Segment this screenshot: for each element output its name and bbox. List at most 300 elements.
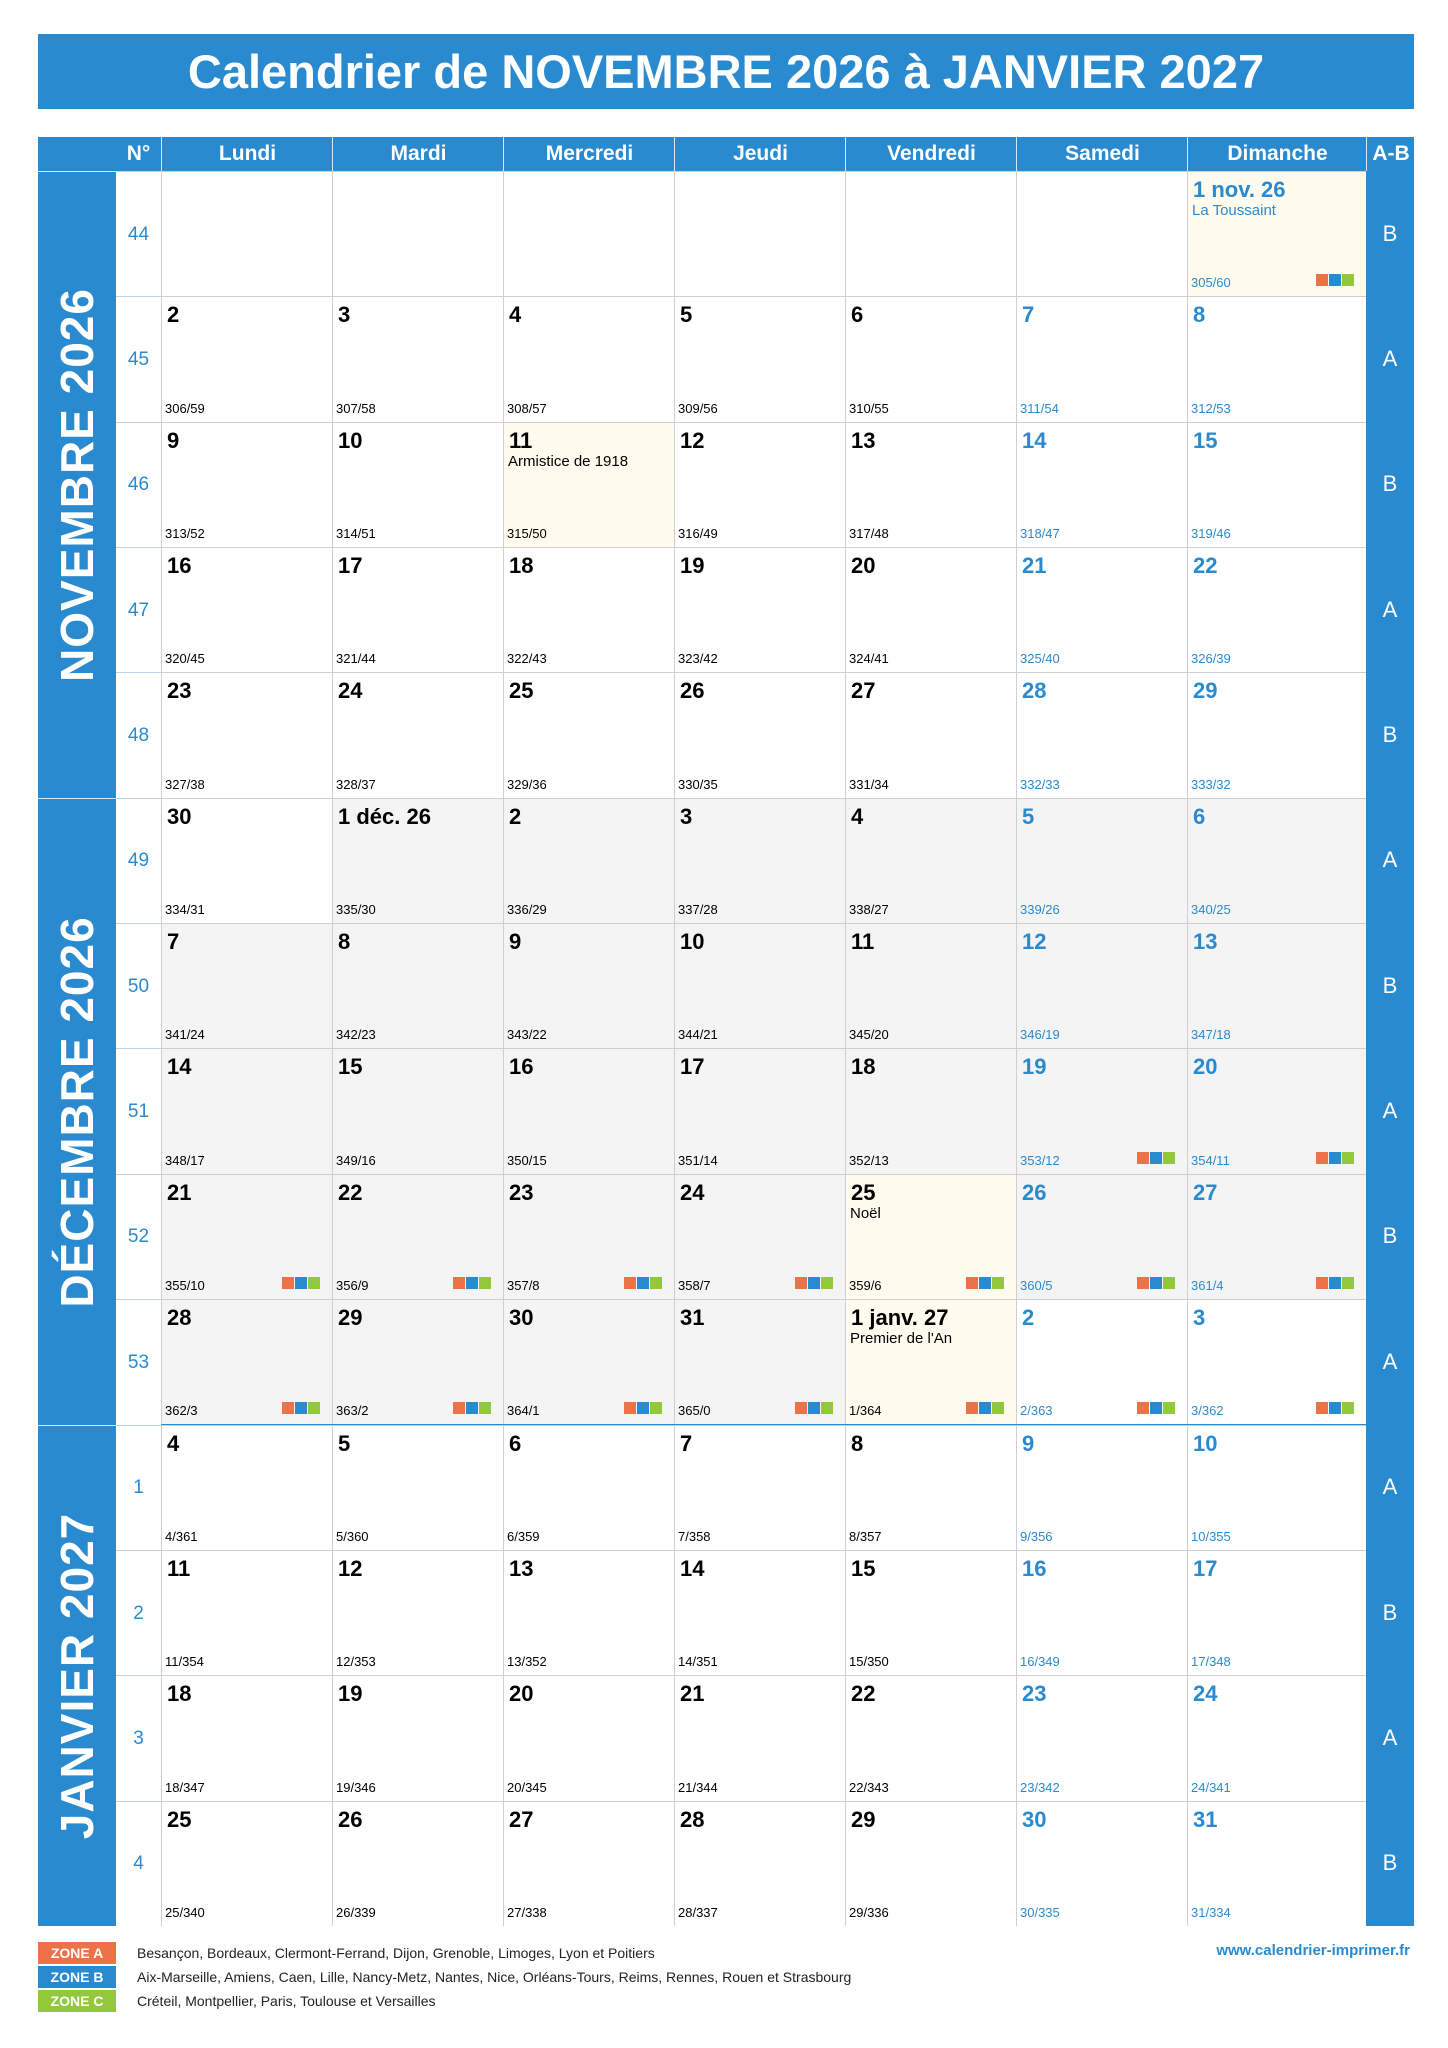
- day-number: 28: [167, 1305, 192, 1331]
- zone-c-square: [1342, 1402, 1354, 1414]
- zone-c-square: [1342, 1277, 1354, 1289]
- zone-b-square: [637, 1277, 649, 1289]
- day-cell-wednesday[interactable]: [503, 1048, 674, 1173]
- day-cell-wednesday[interactable]: [503, 547, 674, 672]
- day-count: 346/19: [1020, 1027, 1060, 1043]
- week-number: 44: [116, 171, 161, 297]
- day-count: 316/49: [678, 526, 718, 542]
- day-count: 5/360: [336, 1528, 369, 1544]
- day-number: 24: [1193, 1681, 1218, 1707]
- day-count: 349/16: [336, 1152, 376, 1168]
- zone-b-square: [1150, 1402, 1162, 1414]
- day-number: 26: [338, 1806, 363, 1832]
- school-holiday-zones-indicator: [624, 1277, 662, 1289]
- day-count: 310/55: [849, 400, 889, 416]
- day-cell-thursday[interactable]: [674, 672, 845, 797]
- zone-a-square: [966, 1402, 978, 1414]
- day-count: 328/37: [336, 776, 376, 792]
- day-number: 25: [509, 678, 534, 704]
- zone-b-square: [1329, 274, 1341, 286]
- zone-a-square: [1137, 1152, 1149, 1164]
- day-cell-saturday[interactable]: [1016, 798, 1187, 923]
- day-number: 20: [1193, 1054, 1218, 1080]
- day-number: 12: [680, 427, 705, 453]
- day-number: 4: [509, 302, 522, 328]
- day-cell-thursday[interactable]: [674, 1675, 845, 1800]
- zone-a-square: [795, 1277, 807, 1289]
- day-number: 12: [338, 1555, 363, 1581]
- day-number: 18: [167, 1681, 192, 1707]
- day-cell-tuesday[interactable]: [332, 1801, 503, 1926]
- day-cell-thursday[interactable]: [674, 1048, 845, 1173]
- day-cell-monday[interactable]: [161, 1801, 332, 1926]
- day-cell-wednesday[interactable]: [503, 1675, 674, 1800]
- holiday-name: Armistice de 1918: [508, 452, 629, 470]
- day-cell-sunday[interactable]: [1187, 171, 1366, 296]
- zone-b-square: [637, 1402, 649, 1414]
- zone-a-square: [453, 1402, 465, 1414]
- school-holiday-zones-indicator: [1316, 1277, 1354, 1289]
- zone-c-square: [1163, 1152, 1175, 1164]
- day-count: 2/363: [1020, 1403, 1053, 1419]
- day-count: 31/334: [1191, 1904, 1231, 1920]
- day-count: 344/21: [678, 1027, 718, 1043]
- day-number: 27: [509, 1806, 534, 1832]
- day-cell-thursday[interactable]: [674, 1174, 845, 1299]
- week-number: 52: [116, 1174, 161, 1300]
- day-number: 25: [851, 1179, 876, 1205]
- zone-c-square: [479, 1277, 491, 1289]
- zone-a-cities: Besançon, Bordeaux, Clermont-Ferrand, Dijon, Grenoble, Limoges, Lyon et Poitiers: [137, 1945, 655, 1961]
- day-cell-thursday[interactable]: [674, 798, 845, 923]
- day-number: 2: [1022, 1305, 1035, 1331]
- day-cell-thursday: [674, 171, 845, 296]
- zone-c-square: [1342, 274, 1354, 286]
- week-number: 50: [116, 923, 161, 1049]
- day-count: 360/5: [1020, 1278, 1053, 1294]
- day-cell-sunday[interactable]: [1187, 1048, 1366, 1173]
- week-number: 46: [116, 422, 161, 548]
- day-number: 15: [851, 1555, 876, 1581]
- day-count: 24/341: [1191, 1779, 1231, 1795]
- week-ab-label: B: [1382, 972, 1398, 998]
- day-count: 19/346: [336, 1779, 376, 1795]
- day-cell-thursday[interactable]: [674, 1801, 845, 1926]
- zone-a-square: [453, 1277, 465, 1289]
- day-cell-friday[interactable]: [845, 1550, 1016, 1675]
- day-cell-thursday[interactable]: [674, 422, 845, 547]
- zone-c-square: [992, 1277, 1004, 1289]
- day-count: 13/352: [507, 1654, 547, 1670]
- school-holiday-zones-indicator: [1137, 1402, 1175, 1414]
- day-number: 3: [338, 302, 351, 328]
- header-day-saturday: Samedi: [1016, 137, 1188, 171]
- day-number: 23: [167, 678, 192, 704]
- school-holiday-zones-indicator: [453, 1277, 491, 1289]
- day-cell-tuesday[interactable]: [332, 1550, 503, 1675]
- header-day-tuesday: Mardi: [332, 137, 504, 171]
- zone-a-square: [1316, 1402, 1328, 1414]
- day-count: 338/27: [849, 902, 889, 918]
- day-cell-monday: [161, 171, 332, 296]
- day-count: 26/339: [336, 1904, 376, 1920]
- day-cell-wednesday[interactable]: [503, 1425, 674, 1550]
- day-cell-friday[interactable]: [845, 1801, 1016, 1926]
- zone-b-square: [979, 1277, 991, 1289]
- day-cell-wednesday: [503, 171, 674, 296]
- week-number: 4: [116, 1801, 161, 1927]
- day-number: 30: [167, 803, 192, 829]
- zone-c-square: [1163, 1402, 1175, 1414]
- day-cell-monday[interactable]: [161, 672, 332, 797]
- day-number: 28: [1022, 678, 1047, 704]
- day-cell-monday[interactable]: [161, 1675, 332, 1800]
- day-number: 2: [167, 302, 180, 328]
- day-count: 337/28: [678, 902, 718, 918]
- day-count: 9/356: [1020, 1528, 1053, 1544]
- day-cell-saturday[interactable]: [1016, 296, 1187, 421]
- day-cell-friday[interactable]: [845, 1174, 1016, 1299]
- day-count: 353/12: [1020, 1152, 1060, 1168]
- day-count: 10/355: [1191, 1528, 1231, 1544]
- zone-b-square: [1329, 1402, 1341, 1414]
- zone-b-square: [979, 1402, 991, 1414]
- day-cell-saturday[interactable]: [1016, 1550, 1187, 1675]
- day-cell-thursday[interactable]: [674, 923, 845, 1048]
- day-number: 15: [1193, 427, 1218, 453]
- day-count: 17/348: [1191, 1654, 1231, 1670]
- day-number: 14: [167, 1054, 192, 1080]
- day-cell-wednesday[interactable]: [503, 1550, 674, 1675]
- day-cell-monday[interactable]: [161, 1048, 332, 1173]
- day-cell-monday[interactable]: [161, 422, 332, 547]
- day-number: 22: [1193, 553, 1218, 579]
- zone-b-square: [466, 1402, 478, 1414]
- day-number: 2: [509, 803, 522, 829]
- day-count: 327/38: [165, 776, 205, 792]
- day-cell-friday[interactable]: [845, 1425, 1016, 1550]
- school-holiday-zones-indicator: [795, 1277, 833, 1289]
- zone-a-square: [282, 1277, 294, 1289]
- month-label: NOVEMBRE 2026: [51, 288, 103, 683]
- website-link[interactable]: www.calendrier-imprimer.fr: [1216, 1942, 1410, 1959]
- day-number: 11: [509, 427, 533, 453]
- day-count: 335/30: [336, 902, 376, 918]
- day-number: 29: [338, 1305, 363, 1331]
- day-number: 30: [1022, 1806, 1047, 1832]
- day-count: 362/3: [165, 1403, 198, 1419]
- month-label-band: [38, 171, 116, 799]
- day-number: 3: [680, 803, 693, 829]
- day-number: 14: [680, 1555, 705, 1581]
- day-cell-wednesday[interactable]: [503, 422, 674, 547]
- day-cell-tuesday[interactable]: [332, 1299, 503, 1424]
- day-number: 7: [680, 1430, 693, 1456]
- day-number: 30: [509, 1305, 534, 1331]
- day-number: 21: [167, 1179, 192, 1205]
- zone-c-square: [821, 1402, 833, 1414]
- day-cell-saturday[interactable]: [1016, 1048, 1187, 1173]
- day-cell-tuesday[interactable]: [332, 296, 503, 421]
- day-number: 18: [851, 1054, 876, 1080]
- day-count: 22/343: [849, 1779, 889, 1795]
- zone-a-square: [795, 1402, 807, 1414]
- day-count: 23/342: [1020, 1779, 1060, 1795]
- day-number: 5: [338, 1430, 351, 1456]
- week-ab-label: B: [1382, 471, 1398, 497]
- week-ab-label: A: [1382, 1724, 1398, 1750]
- day-number: 8: [338, 929, 351, 955]
- day-count: 314/51: [336, 526, 376, 542]
- day-count: 305/60: [1191, 275, 1231, 291]
- day-count: 355/10: [165, 1278, 205, 1294]
- day-cell-thursday[interactable]: [674, 547, 845, 672]
- week-ab-label: A: [1382, 1098, 1398, 1124]
- day-count: 334/31: [165, 902, 205, 918]
- day-count: 21/344: [678, 1779, 718, 1795]
- week-ab-label: B: [1382, 1223, 1398, 1249]
- zone-c-badge: ZONE C: [38, 1990, 116, 2012]
- zone-b-square: [295, 1277, 307, 1289]
- day-cell-saturday[interactable]: [1016, 422, 1187, 547]
- day-count: 312/53: [1191, 400, 1231, 416]
- day-number: 20: [851, 553, 876, 579]
- day-cell-friday[interactable]: [845, 296, 1016, 421]
- day-cell-sunday[interactable]: [1187, 1550, 1366, 1675]
- day-number: 9: [167, 427, 180, 453]
- day-cell-friday[interactable]: [845, 923, 1016, 1048]
- day-cell-wednesday[interactable]: [503, 1299, 674, 1424]
- day-count: 16/349: [1020, 1654, 1060, 1670]
- day-cell-saturday: [1016, 171, 1187, 296]
- day-cell-tuesday[interactable]: [332, 1048, 503, 1173]
- day-number: 17: [1193, 1555, 1218, 1581]
- day-number: 6: [1193, 803, 1206, 829]
- day-count: 343/22: [507, 1027, 547, 1043]
- day-number: 13: [851, 427, 876, 453]
- day-count: 8/357: [849, 1528, 882, 1544]
- day-count: 6/359: [507, 1528, 540, 1544]
- day-count: 15/350: [849, 1654, 889, 1670]
- day-count: 4/361: [165, 1528, 198, 1544]
- day-count: 333/32: [1191, 776, 1231, 792]
- header-day-friday: Vendredi: [845, 137, 1017, 171]
- day-cell-saturday[interactable]: [1016, 1801, 1187, 1926]
- day-cell-monday[interactable]: [161, 296, 332, 421]
- header-ab: A-B: [1366, 137, 1415, 171]
- day-count: 14/351: [678, 1654, 718, 1670]
- zone-b-square: [808, 1277, 820, 1289]
- day-count: 358/7: [678, 1278, 711, 1294]
- day-count: 323/42: [678, 651, 718, 667]
- day-count: 363/2: [336, 1403, 369, 1419]
- day-count: 1/364: [849, 1403, 882, 1419]
- day-count: 322/43: [507, 651, 547, 667]
- school-holiday-zones-indicator: [1137, 1152, 1175, 1164]
- day-cell-friday[interactable]: [845, 547, 1016, 672]
- day-count: 354/11: [1191, 1152, 1230, 1168]
- day-number: 19: [1022, 1054, 1047, 1080]
- day-cell-saturday[interactable]: [1016, 1174, 1187, 1299]
- day-cell-monday[interactable]: [161, 798, 332, 923]
- day-cell-sunday[interactable]: [1187, 798, 1366, 923]
- school-holiday-zones-indicator: [966, 1402, 1004, 1414]
- school-holiday-zones-indicator: [282, 1277, 320, 1289]
- holiday-name: Premier de l'An: [850, 1330, 953, 1348]
- school-holiday-zones-indicator: [795, 1402, 833, 1414]
- zone-a-square: [282, 1402, 294, 1414]
- zone-a-square: [1137, 1402, 1149, 1414]
- day-count: 341/24: [165, 1027, 205, 1043]
- zone-b-square: [1329, 1152, 1341, 1164]
- day-count: 30/335: [1020, 1904, 1060, 1920]
- day-number: 18: [509, 553, 534, 579]
- header-day-thursday: Jeudi: [674, 137, 846, 171]
- day-count: 20/345: [507, 1779, 547, 1795]
- day-cell-friday[interactable]: [845, 1299, 1016, 1424]
- day-cell-tuesday[interactable]: [332, 672, 503, 797]
- day-count: 318/47: [1020, 526, 1060, 542]
- day-number: 29: [1193, 678, 1218, 704]
- week-ab-label: A: [1382, 1474, 1398, 1500]
- zone-b-square: [1150, 1277, 1162, 1289]
- day-cell-friday[interactable]: [845, 422, 1016, 547]
- day-count: 331/34: [849, 776, 889, 792]
- day-cell-tuesday[interactable]: [332, 1425, 503, 1550]
- day-cell-sunday[interactable]: [1187, 1299, 1366, 1424]
- day-cell-sunday[interactable]: [1187, 672, 1366, 797]
- day-count: 330/35: [678, 776, 718, 792]
- day-cell-wednesday[interactable]: [503, 798, 674, 923]
- day-cell-thursday[interactable]: [674, 1299, 845, 1424]
- day-number: 24: [338, 678, 363, 704]
- zone-a-square: [624, 1277, 636, 1289]
- day-number: 22: [851, 1681, 876, 1707]
- day-cell-monday[interactable]: [161, 547, 332, 672]
- day-number: 1 janv. 27: [851, 1305, 949, 1331]
- week-ab-label: A: [1382, 1348, 1398, 1374]
- zone-a-square: [624, 1402, 636, 1414]
- day-cell-wednesday[interactable]: [503, 923, 674, 1048]
- day-count: 336/29: [507, 902, 547, 918]
- day-cell-friday[interactable]: [845, 672, 1016, 797]
- day-cell-saturday[interactable]: [1016, 923, 1187, 1048]
- header-day-wednesday: Mercredi: [503, 137, 675, 171]
- day-cell-sunday[interactable]: [1187, 422, 1366, 547]
- day-cell-sunday[interactable]: [1187, 923, 1366, 1048]
- week-number: 2: [116, 1550, 161, 1676]
- day-cell-monday[interactable]: [161, 1550, 332, 1675]
- day-cell-monday[interactable]: [161, 1299, 332, 1424]
- day-count: 348/17: [165, 1152, 205, 1168]
- day-cell-saturday[interactable]: [1016, 547, 1187, 672]
- day-cell-wednesday[interactable]: [503, 296, 674, 421]
- day-cell-tuesday[interactable]: [332, 1675, 503, 1800]
- day-cell-sunday[interactable]: [1187, 1174, 1366, 1299]
- day-count: 309/56: [678, 400, 718, 416]
- day-cell-sunday[interactable]: [1187, 547, 1366, 672]
- day-count: 307/58: [336, 400, 376, 416]
- day-cell-tuesday[interactable]: [332, 1174, 503, 1299]
- day-count: 315/50: [507, 526, 547, 542]
- day-cell-saturday[interactable]: [1016, 1425, 1187, 1550]
- day-cell-sunday[interactable]: [1187, 1675, 1366, 1800]
- day-cell-wednesday[interactable]: [503, 672, 674, 797]
- day-cell-thursday[interactable]: [674, 1550, 845, 1675]
- school-holiday-zones-indicator: [1316, 1402, 1354, 1414]
- day-number: 1 déc. 26: [338, 803, 431, 829]
- week-ab-label: A: [1382, 847, 1398, 873]
- day-cell-saturday[interactable]: [1016, 1299, 1187, 1424]
- day-number: 26: [680, 678, 705, 704]
- day-count: 351/14: [678, 1152, 718, 1168]
- zone-b-square: [466, 1277, 478, 1289]
- day-number: 22: [338, 1179, 363, 1205]
- day-number: 5: [1022, 803, 1035, 829]
- day-cell-wednesday[interactable]: [503, 1174, 674, 1299]
- day-number: 31: [1193, 1806, 1218, 1832]
- day-number: 7: [1022, 302, 1035, 328]
- day-count: 25/340: [165, 1904, 205, 1920]
- day-cell-wednesday[interactable]: [503, 1801, 674, 1926]
- zone-c-cities: Créteil, Montpellier, Paris, Toulouse et Versailles: [137, 1993, 436, 2009]
- day-cell-sunday[interactable]: [1187, 1801, 1366, 1926]
- day-number: 16: [1022, 1555, 1047, 1581]
- day-number: 27: [851, 678, 876, 704]
- day-cell-friday[interactable]: [845, 1048, 1016, 1173]
- day-count: 7/358: [678, 1528, 711, 1544]
- day-cell-thursday[interactable]: [674, 1425, 845, 1550]
- day-number: 1 nov. 26: [1193, 177, 1286, 202]
- day-cell-friday[interactable]: [845, 798, 1016, 923]
- zone-c-square: [650, 1402, 662, 1414]
- zone-b-square: [1329, 1277, 1341, 1289]
- week-number: 49: [116, 798, 161, 924]
- day-cell-monday[interactable]: [161, 1425, 332, 1550]
- zone-b-square: [295, 1402, 307, 1414]
- day-count: 324/41: [849, 651, 889, 667]
- day-cell-tuesday[interactable]: [332, 422, 503, 547]
- week-number: 3: [116, 1675, 161, 1801]
- day-cell-friday[interactable]: [845, 1675, 1016, 1800]
- day-count: 357/8: [507, 1278, 540, 1294]
- day-cell-thursday[interactable]: [674, 296, 845, 421]
- day-cell-monday[interactable]: [161, 923, 332, 1048]
- day-number: 28: [680, 1806, 705, 1832]
- day-count: 350/15: [507, 1152, 547, 1168]
- day-number: 21: [1022, 553, 1047, 579]
- month-label: JANVIER 2027: [51, 1512, 103, 1840]
- day-cell-sunday[interactable]: [1187, 296, 1366, 421]
- week-ab-label: B: [1382, 220, 1398, 246]
- week-number: 47: [116, 547, 161, 673]
- school-holiday-zones-indicator: [1137, 1277, 1175, 1289]
- day-number: 5: [680, 302, 693, 328]
- day-cell-saturday[interactable]: [1016, 672, 1187, 797]
- holiday-name: La Toussaint: [1192, 202, 1276, 219]
- zone-b-square: [1150, 1152, 1162, 1164]
- day-cell-tuesday[interactable]: [332, 547, 503, 672]
- day-cell-tuesday[interactable]: [332, 798, 503, 923]
- day-number: 9: [1022, 1430, 1035, 1456]
- day-count: 3/362: [1191, 1403, 1224, 1419]
- day-cell-sunday[interactable]: [1187, 1425, 1366, 1550]
- day-count: 340/25: [1191, 902, 1231, 918]
- day-cell-monday[interactable]: [161, 1174, 332, 1299]
- day-number: 6: [509, 1430, 522, 1456]
- day-cell-tuesday[interactable]: [332, 923, 503, 1048]
- day-cell-saturday[interactable]: [1016, 1675, 1187, 1800]
